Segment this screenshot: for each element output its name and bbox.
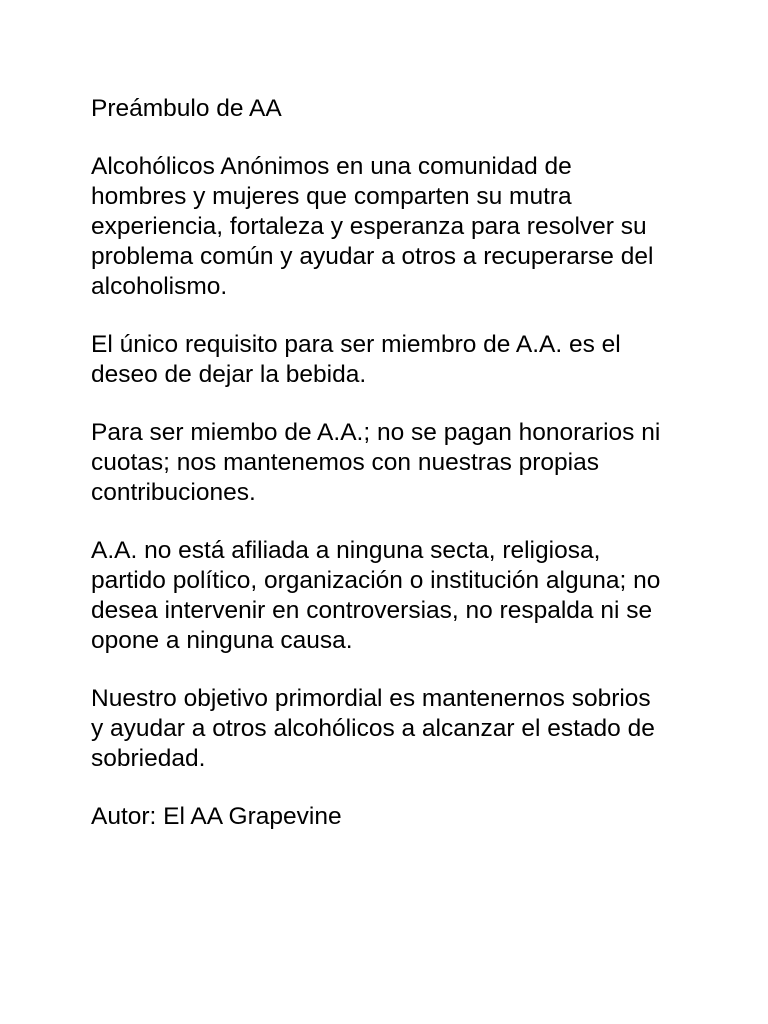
paragraph-3: Para ser miembo de A.A.; no se pagan honorarios ni cuotas; nos mantenemos con nuestras propias contribuciones. bbox=[91, 419, 661, 506]
document-body bbox=[91, 94, 711, 832]
paragraph-5: Nuestro objetivo primordial es mantenernos sobrios y ayudar a otros alcohólicos a alcanzar el estado de sobriedad. bbox=[91, 685, 655, 772]
document-author: Autor: El AA Grapevine bbox=[91, 803, 342, 830]
document-title: Preámbulo de AA bbox=[91, 95, 282, 122]
paragraph-2: El único requisito para ser miembro de A.A. es el deseo de dejar la bebida. bbox=[91, 331, 621, 388]
paragraph-4: A.A. no está afiliada a ninguna secta, religiosa, partido político, organización o institución alguna; no desea intervenir en controversias, no respalda ni se opone a ninguna causa. bbox=[91, 537, 661, 654]
paragraph-1: Alcohólicos Anónimos en una comunidad de hombres y mujeres que comparten su mutra experiencia, fortaleza y esperanza para resolver su problema común y ayudar a otros a recuperarse del alcoholismo. bbox=[91, 153, 654, 300]
